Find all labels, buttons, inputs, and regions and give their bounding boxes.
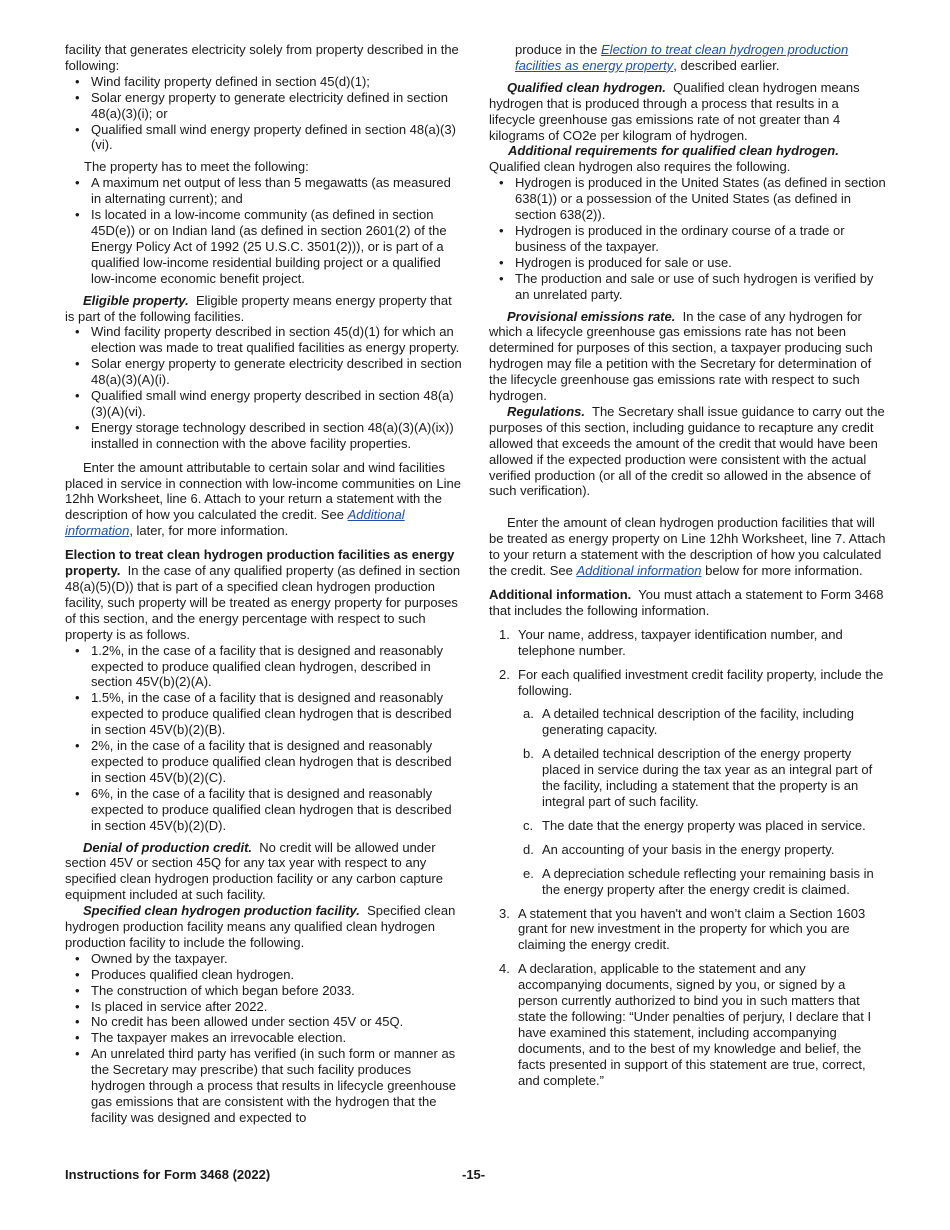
specified-facility-text: Specified clean hydrogen production facility means any qualified clean hydrogen production facility to include the following. — [65, 903, 456, 950]
provisional-rate-paragraph — [489, 309, 887, 404]
list-item: • Is located in a low-income community (as defined in section 45D(e)) or on Indian land (as defined in section 2601(2) of the Energy Policy Act of 1992 (25 U.S.C. 3501(2))), or is part of a qualified low-income residential building project or a qualified low-income economic benefit project. — [65, 207, 462, 287]
list-item: • 1.2%, in the case of a facility that is designed and reasonably expected to produce qualified clean hydrogen, described in section 45V(b)(2)(A). — [65, 643, 462, 691]
footer-title: Instructions for Form 3468 (2022) — [65, 1167, 271, 1182]
list-item: • Hydrogen is produced for sale or use. — [489, 255, 887, 271]
list-item: • The construction of which began before 2033. — [65, 983, 462, 999]
election-bullet-list — [65, 643, 462, 834]
additional-information-heading: Additional information. — [489, 587, 632, 602]
enter-amount-text: Enter the amount of clean hydrogen production facilities that will be treated as energy property on Line 12hh Worksheet, line 7. Attach to your return a statement with the description of how you calculated the credit. See — [489, 515, 886, 579]
subitem-letter: e. — [523, 865, 534, 881]
list-item — [489, 746, 887, 810]
statement-items-list — [489, 627, 887, 699]
requirements-intro: The property has to meet the following: — [84, 159, 309, 175]
subitem-letter: b. — [523, 746, 534, 762]
list-item: • Hydrogen is produced in the United States (as defined in section 638(1)) or a possession of the United States (as defined in section 638(2)). — [489, 175, 887, 223]
enter-amount-text-end: , later, for more information. — [129, 523, 289, 539]
provisional-rate-text: In the case of any hydrogen for which a lifecycle greenhouse gas emissions rate has not been determined for purposes of this section, a taxpayer producing such hydrogen may file a petition with the Secretary for determination of the lifecycle greenhouse gas emissions rate with respect to such hydrogen. — [489, 308, 873, 404]
intro-bullet-list — [65, 74, 462, 154]
list-item: • Solar energy property to generate electricity defined in section 48(a)(3)(i); or — [65, 90, 462, 122]
election-link[interactable]: Election to treat clean hydrogen production facilities as energy property — [515, 42, 849, 73]
enter-amount-text: Enter the amount attributable to certain solar and wind facilities placed in service in connection with low-income communities on Line 12hh Worksheet, line 6. Attach to your return a statement with the description of how you calculated the credit. See — [65, 459, 461, 523]
list-item: • Wind facility property described in section 45(d)(1) for which an election was made to treat qualified facilities as energy property. — [65, 324, 462, 356]
list-item — [489, 906, 887, 954]
election-text: In the case of any qualified property (as defined in section 48(a)(5)(D)) that is part of a specified clean hydrogen production facility, such property will be treated as energy property for purposes of this section, and the energy percentage with respect to such property is as follows. — [65, 563, 461, 642]
subitem-text: A detailed technical description of the energy property placed in service during the tax year as an integral part of the facility, including a statement that the property is an integral part of such facility. — [542, 746, 873, 809]
denial-text: No credit will be allowed under section 45V or section 45Q for any tax year with respect to any specified clean hydrogen production facility or any carbon capture equipment included at such facility. — [65, 839, 443, 903]
list-item: • A maximum net output of less than 5 megawatts (as measured in alternating current); and — [65, 175, 462, 207]
list-item: • 2%, in the case of a facility that is designed and reasonably expected to produce qualified clean hydrogen that is described in section 45V(b)(2)(C). — [65, 738, 462, 786]
additional-requirements-list — [489, 175, 887, 302]
right-column — [489, 42, 887, 1088]
list-item — [489, 627, 887, 659]
list-item: • Hydrogen is produced in the ordinary course of a trade or business of the taxpayer. — [489, 223, 887, 255]
specified-facility-heading: Specified clean hydrogen production facility. — [83, 903, 360, 919]
additional-information-text: You must attach a statement to Form 3468 that includes the following information. — [489, 587, 884, 618]
provisional-rate-heading: Provisional emissions rate. — [507, 308, 676, 324]
list-item: • 1.5%, in the case of a facility that is designed and reasonably expected to produce qualified clean hydrogen that is described in section 45V(b)(2)(B). — [65, 690, 462, 738]
regulations-text: The Secretary shall issue guidance to carry out the purposes of this section, including guidance to recapture any credit allowed that exceeds the amount of the credit that would have been allowed if the expected production were consistent with the actual verified production (or all of the credit so allowed in the absence of such verification). — [489, 403, 885, 499]
specified-facility-paragraph — [65, 903, 462, 951]
item-number: 1. — [499, 626, 510, 642]
additional-information-link[interactable]: Additional information — [65, 507, 405, 539]
additional-requirements-text: Qualified clean hydrogen also requires the following. — [489, 159, 791, 175]
qualified-hydrogen-text: Qualified clean hydrogen means hydrogen that is produced through a process that results in a lifecycle greenhouse gas emissions rate of not greater than 4 kilograms of CO2e per kilogram of hydrogen. — [489, 79, 860, 143]
item-text: Your name, address, taxpayer identification number, and telephone number. — [518, 626, 843, 658]
continued-text-end: , described earlier. — [673, 57, 780, 73]
list-item: • Wind facility property defined in section 45(d)(1); — [65, 74, 462, 90]
eligible-property-heading: Eligible property. — [83, 292, 189, 308]
list-item — [489, 667, 887, 699]
election-paragraph — [65, 547, 462, 642]
list-item: • Owned by the taxpayer. — [65, 951, 462, 967]
subitem-text: An accounting of your basis in the energy property. — [542, 841, 835, 857]
specified-bullet-list — [65, 951, 462, 1126]
list-item: • Produces qualified clean hydrogen. — [65, 967, 462, 983]
enter-amount-text-end: below for more information. — [701, 563, 863, 579]
continued-text: produce in the — [515, 42, 602, 57]
qualified-hydrogen-heading: Qualified clean hydrogen. — [507, 79, 666, 95]
denial-paragraph — [65, 840, 462, 904]
eligible-property-paragraph — [65, 293, 462, 325]
list-item: • Qualified small wind energy property defined in section 48(a)(3)(vi). — [65, 122, 462, 154]
item-number: 4. — [499, 961, 510, 977]
intro-paragraph: facility that generates electricity solely from property described in the following: — [65, 42, 459, 73]
subitem-letter: a. — [523, 706, 534, 722]
list-item: • No credit has been allowed under section 45V or 45Q. — [65, 1014, 462, 1030]
additional-information-link[interactable]: Additional information — [576, 563, 702, 579]
list-item: • The taxpayer makes an irrevocable election. — [65, 1030, 462, 1046]
additional-information-paragraph — [489, 587, 887, 619]
list-item: • 6%, in the case of a facility that is designed and reasonably expected to produce qualified clean hydrogen that is described in section 45V(b)(2)(D). — [65, 786, 462, 834]
item-text: A declaration, applicable to the statement and any accompanying documents, signed by you, or signed by a person currently authorized to bind you in such matters that state the following: “Under penalties of perjury, I declare that I have examined this statement, including accompanying documents, and to the best of my knowledge and belief, the facts presented in support of this statement are true, correct, and complete.” — [518, 961, 872, 1088]
list-item: • Qualified small wind energy property described in section 48(a)(3)(A)(vi). — [65, 388, 462, 420]
page-number: -15- — [462, 1167, 486, 1182]
requirements-bullet-list — [65, 175, 462, 286]
subitem-text: The date that the energy property was placed in service. — [542, 817, 866, 833]
list-item: • Is placed in service after 2022. — [65, 999, 462, 1015]
list-item: • Solar energy property to generate electricity described in section 48(a)(3)(A)(i). — [65, 356, 462, 388]
election-heading: Election to treat clean hydrogen production facilities as energy property. — [65, 547, 455, 579]
eligible-property-text: Eligible property means energy property that is part of the following facilities. — [65, 292, 452, 324]
subitem-letter: c. — [523, 817, 534, 833]
list-item — [489, 706, 887, 738]
list-item: • An unrelated third party has verified (in such form or manner as the Secretary may prescribe) that such facility produces hydrogen through a process that results in lifecycle greenhouse gas emissions that are consistent with the hydrogen that the facility was designed and expected to — [65, 1046, 462, 1126]
additional-requirements-heading: Additional requirements for qualified clean hydrogen. — [508, 143, 839, 159]
regulations-paragraph — [489, 404, 887, 499]
item-number: 2. — [499, 666, 510, 682]
additional-requirements-heading-line — [489, 143, 887, 159]
enter-amount-paragraph-right — [489, 515, 887, 579]
list-item — [489, 961, 887, 1088]
continued-paragraph — [489, 42, 887, 74]
qualified-hydrogen-paragraph — [489, 80, 887, 144]
list-item: • The production and sale or use of such hydrogen is verified by an unrelated party. — [489, 271, 887, 303]
list-item: • Energy storage technology described in section 48(a)(3)(A)(ix)) installed in connection with the above facility properties. — [65, 420, 462, 452]
facility-subitems-list — [489, 706, 887, 897]
subitem-letter: d. — [523, 841, 534, 857]
item-text: A statement that you haven't and won’t claim a Section 1603 grant for new investment in the property for which you are claiming the energy credit. — [518, 905, 866, 953]
eligible-bullet-list — [65, 324, 462, 451]
denial-heading: Denial of production credit. — [83, 839, 253, 855]
list-item — [489, 842, 887, 858]
list-item — [489, 866, 887, 898]
item-number: 3. — [499, 905, 510, 921]
item-text: For each qualified investment credit facility property, include the following. — [518, 666, 884, 698]
statement-items-list-continued — [489, 906, 887, 1089]
subitem-text: A detailed technical description of the facility, including generating capacity. — [542, 706, 854, 738]
list-item — [489, 818, 887, 834]
subitem-text: A depreciation schedule reflecting your remaining basis in the energy property after the energy credit is claimed. — [542, 865, 874, 897]
left-column — [65, 42, 462, 1126]
enter-amount-paragraph — [65, 460, 462, 540]
regulations-heading: Regulations. — [507, 403, 586, 419]
